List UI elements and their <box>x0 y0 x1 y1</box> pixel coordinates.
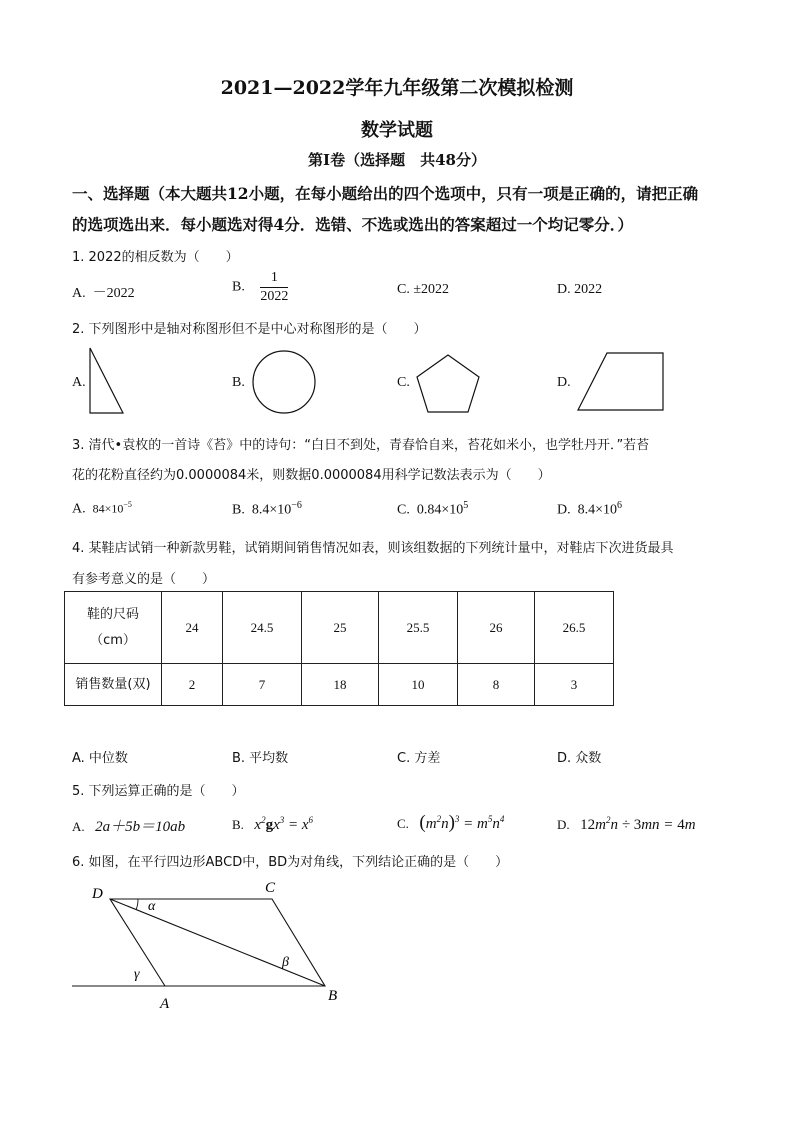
q2-b-label: B. <box>232 375 245 390</box>
q2-stem: 2. 下列图形中是轴对称图形但不是中心对称图形的是（ ） <box>72 322 427 337</box>
table-cell: 25 <box>302 592 379 664</box>
q1-a-label: A. <box>72 286 86 301</box>
q5-d-label: D. <box>557 817 570 832</box>
q1-option-d <box>557 282 602 298</box>
q5-c-expr: $(m^2n)^3 = m^5n^4$ <box>419 812 505 833</box>
table-cell: 24 <box>162 592 223 664</box>
table-cell: 2 <box>162 664 223 706</box>
q1-option-c <box>397 282 449 298</box>
q3-b-base: 8.4×10 <box>251 502 292 518</box>
q1-option-b <box>232 270 288 305</box>
q1-stem: 1. 2022的相反数为（ ） <box>72 250 239 265</box>
q4-option-c: C. 方差 <box>397 751 441 766</box>
q1-d-label: D. <box>557 282 571 297</box>
table-cell: 18 <box>302 664 379 706</box>
table-cell: 10 <box>379 664 458 706</box>
exam-subject: 数学试题 <box>361 120 433 141</box>
q3-d-label: D. <box>557 502 571 518</box>
q3-b-exp: −6 <box>291 500 302 511</box>
q5-b-label: B. <box>232 817 244 832</box>
q3-c-exp: 5 <box>463 500 469 511</box>
q3-a-exp: −5 <box>123 500 132 509</box>
q3-stem-line1: 3. 清代•袁枚的一首诗《苔》中的诗句：“白日不到处，青春恰自来，苔花如米小，也学牡丹开．”若苔 <box>72 438 650 453</box>
q5-option-a <box>72 815 185 836</box>
vertex-d-label: D <box>92 886 103 902</box>
q3-a-label: A. <box>72 501 86 517</box>
size-header-label: 鞋的尺码 <box>86 606 139 622</box>
q3-d-base: 8.4×10 <box>577 502 618 518</box>
vertex-b-label: B <box>328 988 338 1004</box>
q2-d-label: D. <box>557 375 571 390</box>
angle-alpha-label: α <box>148 899 156 914</box>
q3-stem-line2: 花的花粉直径约为0.0000084米，则数据0.0000084用科学记数法表示为（ ） <box>72 468 551 483</box>
shoe-sales-table <box>64 591 614 706</box>
q4-stem-line2: 有参考意义的是（ ） <box>72 572 216 587</box>
table-cell: 26.5 <box>535 592 614 664</box>
q3-option-c <box>397 500 468 519</box>
q1-a-text: －2022 <box>92 286 135 301</box>
angle-gamma-label: γ <box>134 967 140 982</box>
vertex-c-label: C <box>265 880 276 896</box>
q5-b-expr: $x^2gx^3 = x^6$ <box>254 815 314 833</box>
q3-option-a <box>72 500 132 518</box>
size-header-unit: （cm） <box>90 632 136 648</box>
pentagon-shape <box>412 352 484 416</box>
q4-option-d: D. 众数 <box>557 751 602 766</box>
q5-d-expr: $12m^2n \div 3mn = 4m$ <box>580 815 696 833</box>
q5-stem: 5. 下列运算正确的是（ ） <box>72 784 245 799</box>
q1-c-label: C. <box>397 282 410 297</box>
q1-b-label: B. <box>232 279 245 295</box>
circle-shape <box>250 348 318 416</box>
table-cell: 3 <box>535 664 614 706</box>
table-header-count: 销售数量(双) <box>65 664 162 706</box>
q1-b-fraction <box>260 270 288 305</box>
q1-c-text: ±2022 <box>413 282 450 297</box>
q1-b-numerator: 1 <box>260 270 288 288</box>
table-row <box>65 592 614 664</box>
q5-option-c <box>397 812 504 834</box>
q3-c-label: C. <box>397 502 410 518</box>
q3-c-base: 0.84×10 <box>416 502 464 518</box>
table-cell: 7 <box>223 664 302 706</box>
part-heading: 第Ⅰ卷（选择题 共48分） <box>308 151 486 169</box>
section-instructions-line1: 一、选择题（本大题共12小题，在每小题给出的四个选项中，只有一项是正确的，请把正确 <box>72 184 699 203</box>
q4-stem-line1: 4. 某鞋店试销一种新款男鞋，试销期间销售情况如表，则该组数据的下列统计量中，对鞋店下次进货最具 <box>72 541 674 556</box>
q1-d-text: 2022 <box>574 282 603 297</box>
q2-c-label: C. <box>397 375 410 390</box>
table-header-size <box>65 592 162 664</box>
table-cell: 24.5 <box>223 592 302 664</box>
q3-option-b <box>232 500 302 519</box>
q5-option-d <box>557 815 696 834</box>
q4-option-b: B. 平均数 <box>232 751 289 766</box>
q3-d-exp: 6 <box>617 500 623 511</box>
table-cell: 26 <box>458 592 535 664</box>
q3-b-label: B. <box>232 502 245 518</box>
trapezoid-shape <box>575 350 667 414</box>
q3-a-base: 84×10 <box>92 501 124 516</box>
q6-stem: 6. 如图，在平行四边形ABCD中，BD为对角线，下列结论正确的是（ ） <box>72 855 509 870</box>
q2-a-label: A. <box>72 375 86 390</box>
q1-b-denominator: 2022 <box>260 289 289 304</box>
right-triangle-shape <box>86 346 128 416</box>
parallelogram-diagram <box>60 874 360 1014</box>
exam-title: 2021—2022学年九年级第二次模拟检测 <box>220 77 574 99</box>
table-cell: 25.5 <box>379 592 458 664</box>
table-cell: 8 <box>458 664 535 706</box>
angle-beta-label: β <box>282 955 289 970</box>
q5-c-label: C. <box>397 816 409 831</box>
q5-option-b <box>232 815 313 834</box>
table-row <box>65 664 614 706</box>
q5-a-expr: 2a＋5b＝10ab <box>95 819 186 835</box>
section-instructions-line2: 的选项选出来．每小题选对得4分．选错、不选或选出的答案超过一个均记零分．） <box>72 215 634 234</box>
q1-option-a <box>72 282 135 302</box>
q5-a-label: A. <box>72 819 85 834</box>
q4-option-a: A. 中位数 <box>72 751 128 766</box>
q3-option-d <box>557 500 622 519</box>
vertex-a-label: A <box>160 996 170 1012</box>
